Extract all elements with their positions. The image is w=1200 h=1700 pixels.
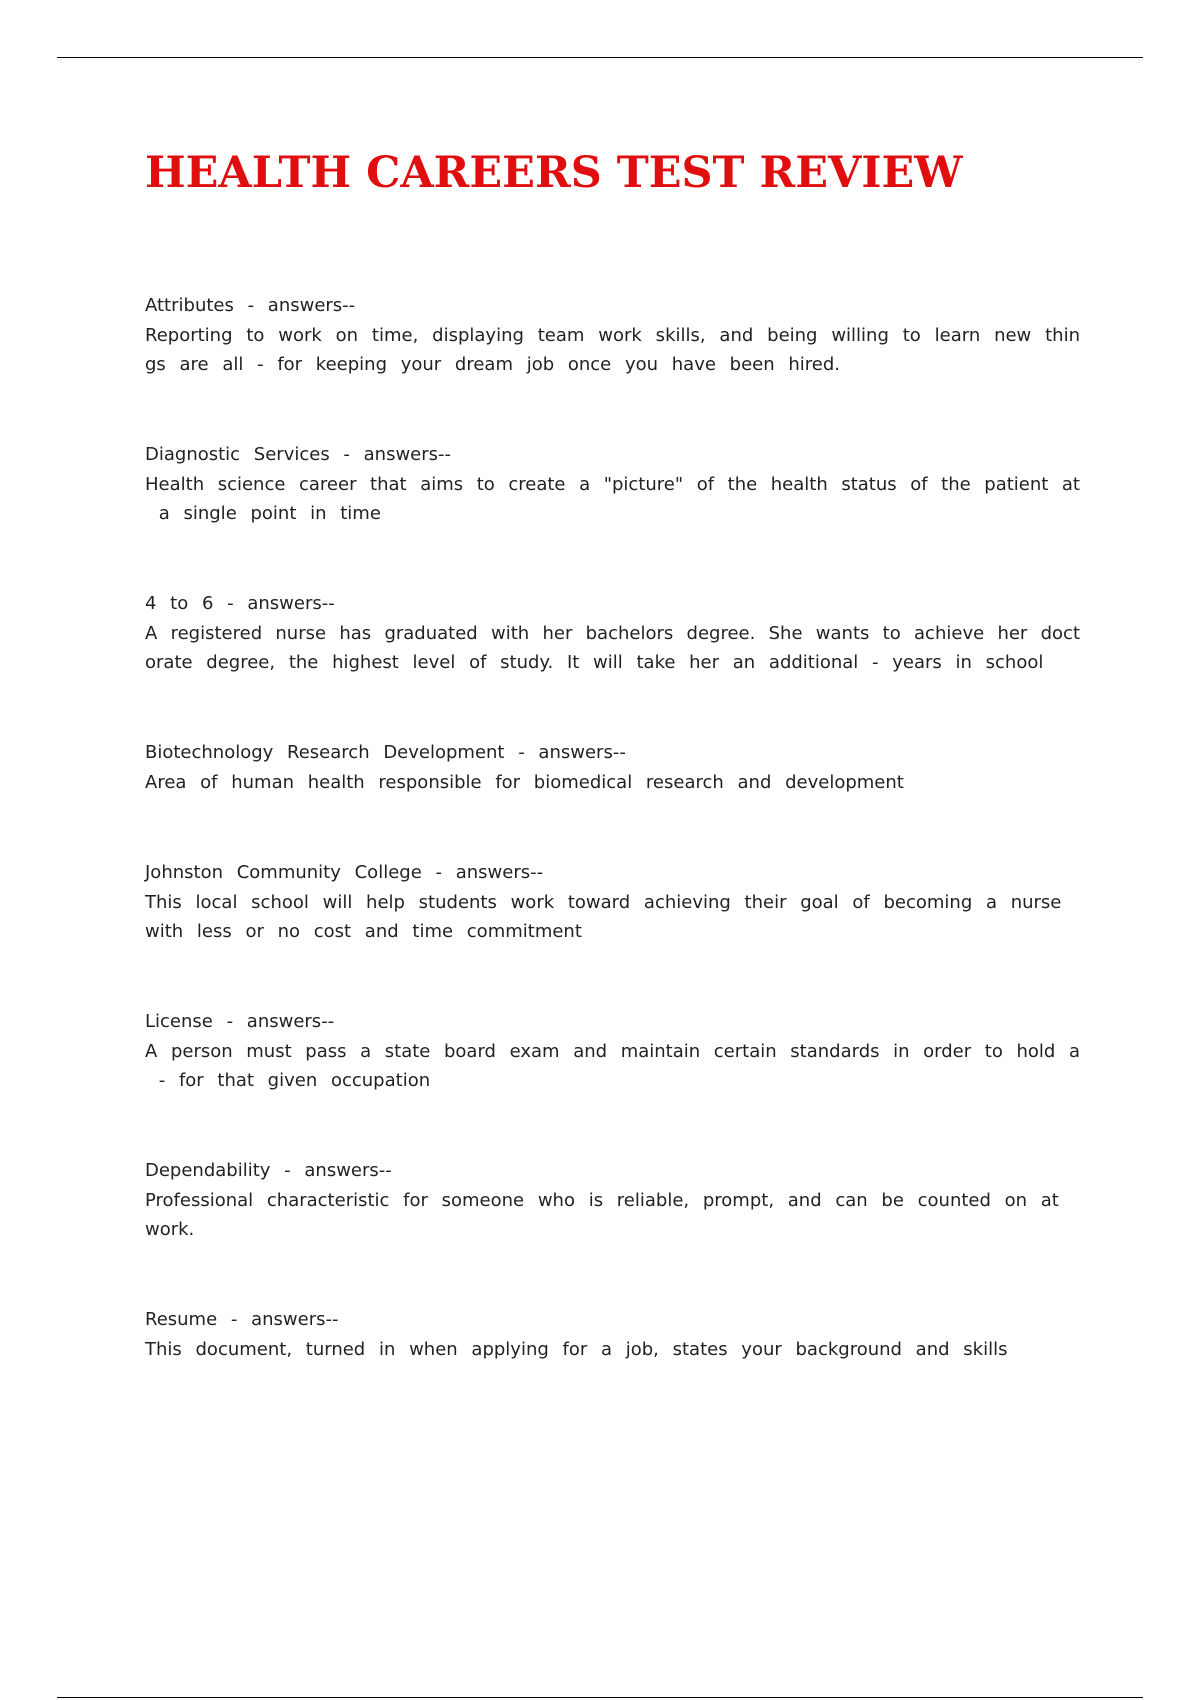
entry-term: Dependability - answers-- xyxy=(145,1160,392,1181)
entry-definition-line: Health science career that aims to create a "picture" of the health status of the patient at xyxy=(145,474,1080,495)
entry-term: Biotechnology Research Development - answers-- xyxy=(145,742,626,763)
qa-entry-johnston-community-college xyxy=(145,858,1080,946)
document-title: HEALTH CAREERS TEST REVIEW xyxy=(145,148,963,198)
entry-definition-line: This local school will help students work toward achieving their goal of becoming a nurse xyxy=(145,892,1062,913)
header-rule xyxy=(57,57,1143,58)
entry-definition-line: Professional characteristic for someone who is reliable, prompt, and can be counted on at xyxy=(145,1190,1059,1211)
qa-entry-biotechnology xyxy=(145,738,1080,797)
qa-entry-diagnostic-services xyxy=(145,440,1080,528)
entry-definition-line: Area of human health responsible for biomedical research and development xyxy=(145,772,904,793)
entry-definition-line: Reporting to work on time, displaying team work skills, and being willing to learn new thin xyxy=(145,325,1080,346)
entry-term: License - answers-- xyxy=(145,1011,335,1032)
entry-definition-line: A registered nurse has graduated with her bachelors degree. She wants to achieve her doct xyxy=(145,623,1080,644)
entry-definition-line: work. xyxy=(145,1219,195,1240)
entry-definition-line: orate degree, the highest level of study. It will take her an additional - years in school xyxy=(145,652,1044,673)
qa-entry-attributes xyxy=(145,291,1080,379)
entry-term: 4 to 6 - answers-- xyxy=(145,593,335,614)
qa-entry-resume xyxy=(145,1305,1080,1364)
entry-term: Diagnostic Services - answers-- xyxy=(145,444,452,465)
entry-definition-line: - for that given occupation xyxy=(145,1070,431,1091)
entry-definition-line: A person must pass a state board exam and maintain certain standards in order to hold a xyxy=(145,1041,1080,1062)
entry-term: Resume - answers-- xyxy=(145,1309,339,1330)
entry-term: Attributes - answers-- xyxy=(145,295,356,316)
entry-definition-line: with less or no cost and time commitment xyxy=(145,921,582,942)
entry-definition-line: gs are all - for keeping your dream job once you have been hired. xyxy=(145,354,840,375)
qa-entry-dependability xyxy=(145,1156,1080,1244)
footer-rule xyxy=(57,1697,1143,1698)
entry-definition-line: a single point in time xyxy=(145,503,381,524)
entry-term: Johnston Community College - answers-- xyxy=(145,862,544,883)
entry-definition-line: This document, turned in when applying for a job, states your background and skills xyxy=(145,1339,1008,1360)
qa-entry-4-to-6 xyxy=(145,589,1080,677)
qa-entry-license xyxy=(145,1007,1080,1095)
